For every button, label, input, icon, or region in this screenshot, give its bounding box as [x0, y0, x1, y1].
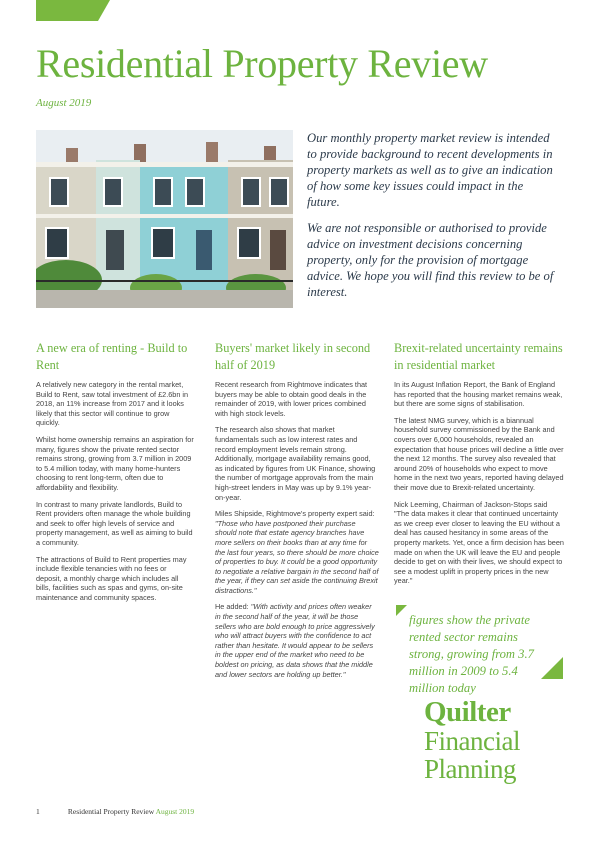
article-paragraph: A relatively new category in the rental market, Build to Rent, saw total investment of £2.6bn in 2018, an 11% increase from 2017 and it looks likely that this sector will continue to grow quickly.: [36, 380, 189, 428]
quote-lead: Miles Shipside, Rightmove's property expert said:: [215, 509, 375, 519]
footer-date: August 2019: [155, 807, 195, 816]
article-paragraph: [215, 602, 379, 679]
logo-line: Planning: [424, 754, 517, 784]
pull-quote: figures show the private rented sector remains strong, growing from 3.7 million in 2009 to 5.4 million today: [409, 613, 534, 695]
article-paragraph: In its August Inflation Report, the Bank of England has reported that the housing market remains weak, but there are some signs of stabilisation.: [394, 380, 563, 409]
logo-line: Quilter: [424, 696, 511, 728]
page-footer: [36, 807, 194, 816]
article-paragraph: The attractions of Build to Rent properties may include flexible tenancies with no fees or deposit, a monthly charge which includes all bills, facilities such as spas and gyms, on-site maintenance and community spaces.: [36, 554, 187, 602]
article-paragraph: Nick Leeming, Chairman of Jackson-Stops said "The data makes it clear that continued uncertainty as we creep ever closer to leaving the EU without a deal has caused hesitancy in some areas of the property markets. Yet, once a firm decision has been made on when the UK will leave the EU and people decide to get on with their lives, we should expect to see a modest uplift in property prices in the new year.": [394, 499, 564, 586]
footer-title: Residential Property Review: [67, 807, 155, 816]
article-heading: A new era of renting - Build to Rent: [36, 341, 188, 372]
issue-date: August 2019: [36, 97, 92, 109]
pull-quote-corner-decoration: [396, 605, 407, 616]
header-tab-decoration: [36, 0, 98, 21]
townhouses-photo: [36, 130, 293, 308]
quote-lead: He added:: [215, 602, 249, 612]
intro-text: [307, 130, 559, 310]
article-paragraph: Recent research from Rightmove indicates that buyers may be able to obtain good deals in the remainder of 2019, with lower prices combined with high stock levels.: [215, 380, 368, 418]
intro-paragraph: Our monthly property market review is intended to provide background to recent developments in property markets as well as to give an indication of how some key issues could impact in the future.: [307, 131, 553, 209]
page-title: Residential Property Review: [36, 41, 488, 86]
article-build-to-rent: [36, 340, 194, 609]
article-paragraph: In contrast to many private landlords, Build to Rent providers often manage the whole building and seek to offer high levels of service and property management, as well as aiming to build a community.: [36, 499, 193, 547]
page-number: 1: [36, 807, 40, 816]
logo-line: Financial: [424, 726, 520, 756]
article-brexit-uncertainty: [394, 340, 564, 593]
article-buyers-market: [215, 340, 379, 686]
article-paragraph: Whilst home ownership remains an aspiration for many, figures show the private rented sector remains strong, growing from 3.7 million in 2009 to 5.4 million today, with many home-hunters choosing to rent long-term, often due to affordability and flexibility.: [36, 434, 194, 492]
intro-paragraph: We are not responsible or authorised to provide advice on investment decisions concerning property, only for the provision of mortgage advice. We hope you will find this review to be of interest.: [307, 221, 554, 299]
quote-text: "Those who have postponed their purchase should note that estate agency branches have more sellers on their books than at any time for the last four years, so there should be more choice of properties to buy. It could be a good opportunity to negotiate a relative bargain in the second half of the year, if they can set aside the continuing Brexit distractions.": [215, 518, 379, 595]
article-paragraph: The latest NMG survey, which is a biannual household survey commissioned by the Bank and covers over 6,000 households, revealed an expectation that house prices will decline a little over the next 12 months. The survey also revealed that around 20% of households who expect to move home in the next two years, reported having delayed their move due to Brexit-related uncertainty.: [394, 415, 564, 492]
article-heading: Brexit-related uncertainty remains in residential market: [394, 341, 563, 372]
quilter-financial-planning-logo: [424, 697, 520, 783]
article-paragraph: The research also shows that market fundamentals such as low interest rates and record employment levels remain strong. Additionally, mortgage availability remains good, as indicated by figures from UK Finance, showing the number of mortgage approvals from the main high-street lenders in May was up by 9.1% year-on-year.: [215, 425, 376, 502]
article-heading: Buyers' market likely in second half of 2019: [215, 341, 371, 372]
pull-quote-corner-decoration: [541, 657, 563, 679]
quote-text: "With activity and prices often weaker in the second half of the year, it will be those sellers who are bold enough to price aggressively who will attract buyers with the confidence to act rather than hesitate. It would appear to be sellers in the upper end of the market who need to be boldest on pricing, as data shows that the middle and lower sectors are holding up better.": [215, 602, 375, 679]
article-paragraph: [215, 509, 379, 595]
